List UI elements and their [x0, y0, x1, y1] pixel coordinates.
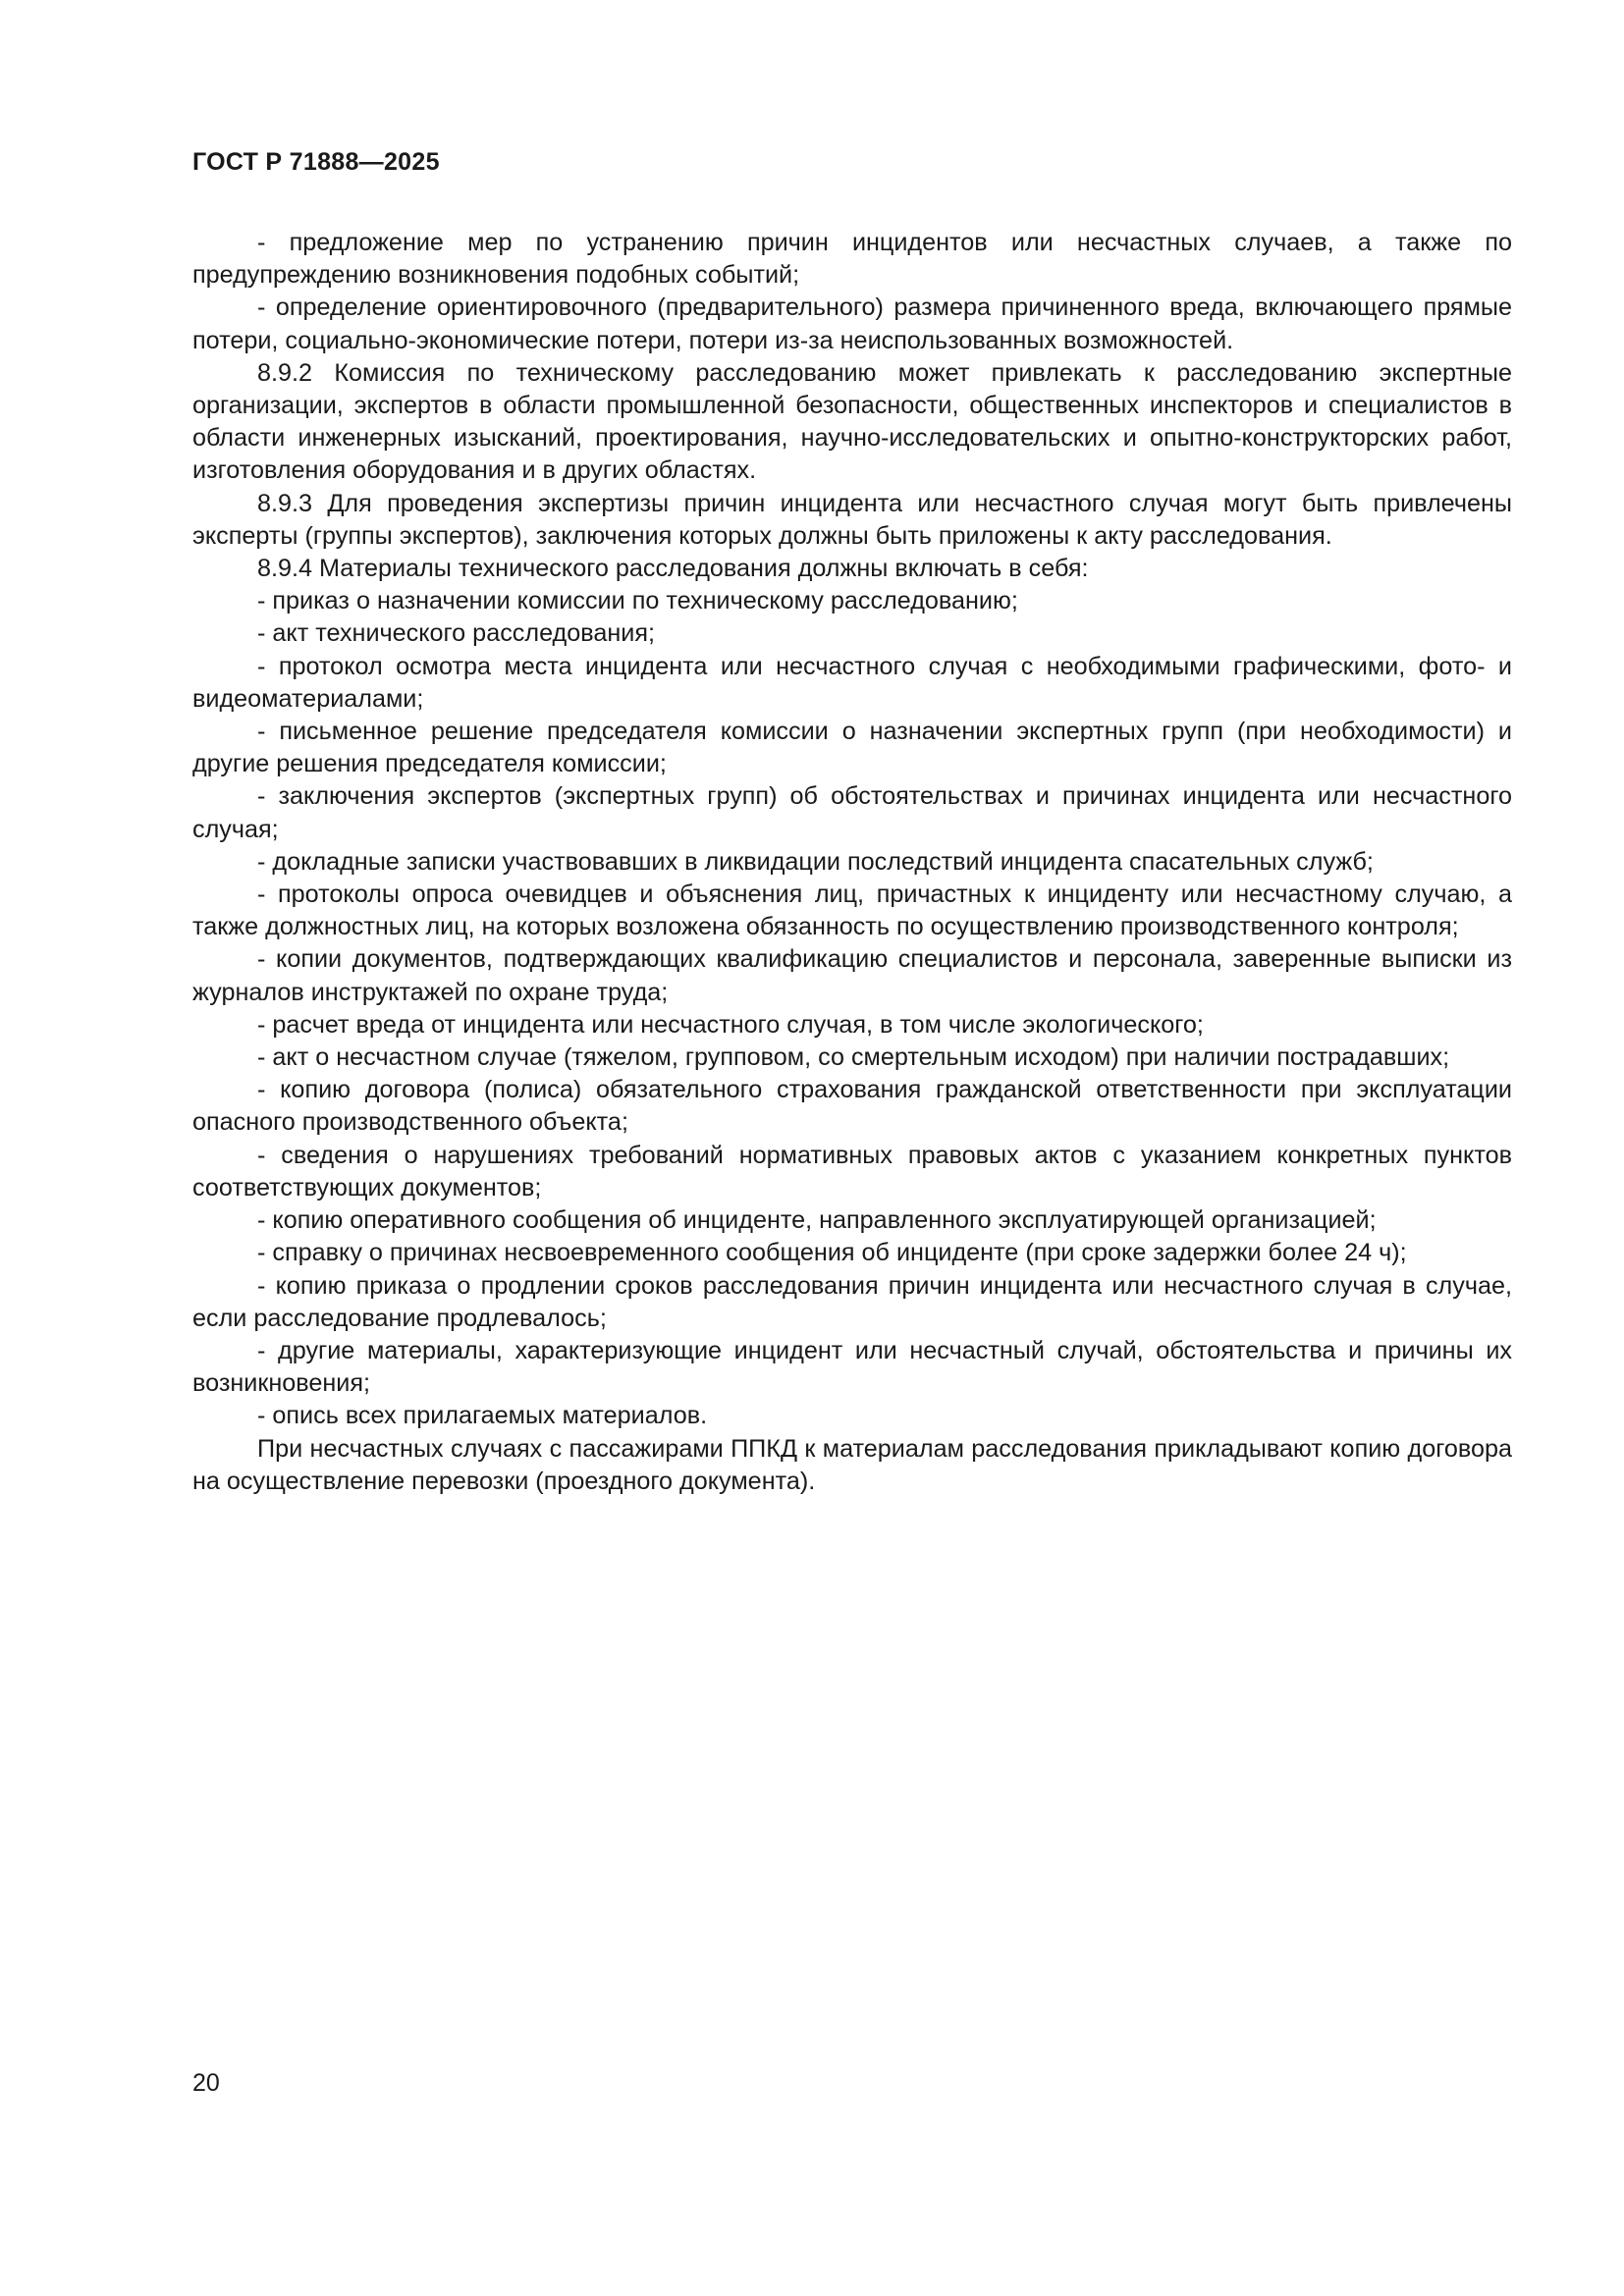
paragraph: - копию оперативного сообщения об инциденте, направленного эксплуатирующей организацией;	[257, 1206, 1377, 1235]
paragraph: 8.9.2 Комиссия по техническому расследованию может привлекать к расследованию экспертные организации, экспертов в области промышленной безопасности, общественных инспекторов и специалистов в области инженерных изысканий, проектирования, научно-исследовательских и опытно-конструкторских работ, изготовления оборудования и в других областях.	[192, 358, 1512, 485]
paragraph: - докладные записки участвовавших в ликвидации последствий инцидента спасательных служб;	[257, 847, 1374, 876]
paragraph: - определение ориентировочного (предварительного) размера причиненного вреда, включающего прямые потери, социально-экономические потери, потери из-за неиспользованных возможностей.	[192, 294, 1512, 354]
paragraph: - копии документов, подтверждающих квалификацию специалистов и персонала, заверенные выписки из журналов инструктажей по охране труда;	[192, 945, 1512, 1006]
paragraph: 8.9.3 Для проведения экспертизы причин инцидента или несчастного случая могут быть привлечены эксперты (группы экспертов), заключения которых должны быть приложены к акту расследования.	[192, 489, 1512, 550]
paragraph: - письменное решение председателя комиссии о назначении экспертных групп (при необходимости) и другие решения председателя комиссии;	[192, 718, 1512, 778]
paragraph: - копию договора (полиса) обязательного страхования гражданской ответственности при эксплуатации опасного производственного объекта;	[192, 1076, 1512, 1137]
paragraph: При несчастных случаях с пассажирами ППКД к материалам расследования прикладывают копию договора на осуществление перевозки (проездного документа).	[192, 1434, 1512, 1495]
paragraph: - сведения о нарушениях требований нормативных правовых актов с указанием конкретных пунктов соответствующих документов;	[192, 1141, 1512, 1201]
page-number: 20	[192, 2069, 220, 2097]
paragraph: - справку о причинах несвоевременного сообщения об инциденте (при сроке задержки более 24 ч);	[257, 1239, 1407, 1267]
paragraph: - протокол осмотра места инцидента или несчастного случая с необходимыми графическими, фото- и видеоматериалами;	[192, 652, 1512, 713]
paragraph: - заключения экспертов (экспертных групп) об обстоятельствах и причинах инцидента или несчастного случая;	[192, 782, 1512, 843]
paragraph: - приказ о назначении комиссии по техническому расследованию;	[257, 587, 1018, 615]
document-header: ГОСТ Р 71888—2025	[192, 148, 440, 176]
paragraph: - другие материалы, характеризующие инцидент или несчастный случай, обстоятельства и причины их возникновения;	[192, 1336, 1512, 1398]
document-body	[192, 227, 1512, 1498]
paragraph: - копию приказа о продлении сроков расследования причин инцидента или несчастного случая в случае, если расследование продлевалось;	[192, 1271, 1512, 1332]
paragraph: - предложение мер по устранению причин инцидентов или несчастных случаев, а также по предупреждению возникновения подобных событий;	[192, 229, 1512, 290]
paragraph: - опись всех прилагаемых материалов.	[257, 1402, 708, 1430]
paragraph: - протоколы опроса очевидцев и объяснения лиц, причастных к инциденту или несчастному случаю, а также должностных лиц, на которых возложена обязанность по осуществлению производственного контроля;	[192, 881, 1512, 941]
paragraph: - акт технического расследования;	[257, 619, 655, 648]
paragraph: 8.9.4 Материалы технического расследования должны включать в себя:	[257, 555, 1089, 583]
paragraph: - расчет вреда от инцидента или несчастного случая, в том числе экологического;	[257, 1010, 1204, 1039]
paragraph: - акт о несчастном случае (тяжелом, групповом, со смертельным исходом) при наличии пострадавших;	[257, 1043, 1450, 1072]
